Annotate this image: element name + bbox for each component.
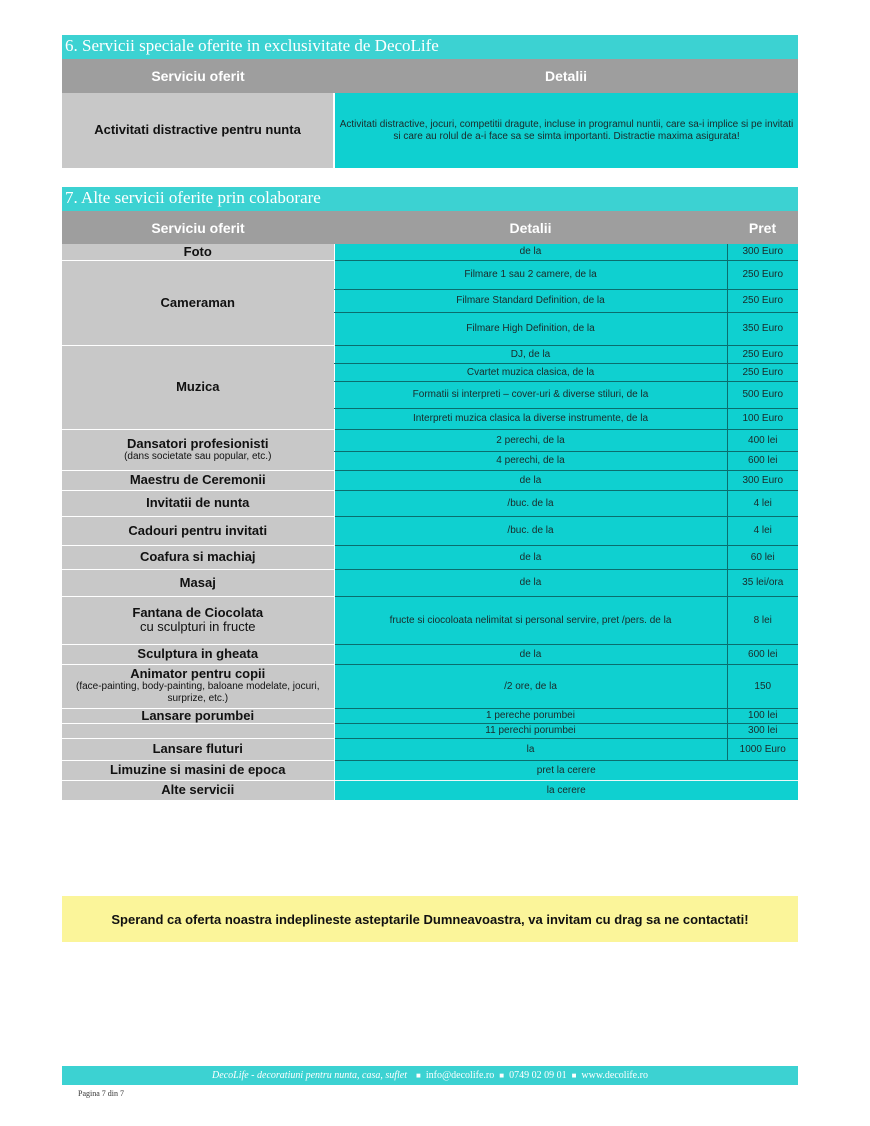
footer-bar <box>62 1066 798 1085</box>
service-name: Activitati distractive pentru nunta <box>62 93 334 168</box>
table-row <box>62 596 798 644</box>
page-number: Pagina 7 din 7 <box>78 1089 124 1098</box>
service-details: Activitati distractive, jocuri, competitii dragute, incluse in programul nuntii, care sa-i implice si pe invitati si care au rolul de a-i face sa se simta importanti. Distractie maxima asigurata! <box>334 93 798 168</box>
table-row <box>62 664 798 708</box>
table-row <box>62 260 798 289</box>
service-name: Limuzine si masini de epoca <box>62 760 334 780</box>
table-row <box>62 569 798 596</box>
service-subtitle: cu sculpturi in fructe <box>139 619 256 634</box>
service-details: DJ, de la <box>334 345 727 363</box>
service-price: 100 lei <box>727 708 798 723</box>
service-price: 300 lei <box>727 723 798 738</box>
service-price: 35 lei/ora <box>727 569 798 596</box>
service-details: de la <box>334 470 727 490</box>
service-title: Dansatori profesionisti <box>126 435 269 451</box>
header-details: Detalii <box>544 68 587 84</box>
section7-title: 7. Alte servicii oferite prin colaborare <box>62 187 798 211</box>
service-details: 1 pereche porumbei <box>334 708 727 723</box>
service-price: 350 Euro <box>727 312 798 345</box>
service-name: Cadouri pentru invitati <box>62 516 334 545</box>
section6-title: 6. Servicii speciale oferite in exclusivitate de DecoLife <box>62 35 798 59</box>
header-details: Detalii <box>509 219 552 236</box>
contact-message: Sperand ca oferta noastra indeplineste asteptarile Dumneavoastra, va invitam cu drag sa ne contactati! <box>62 896 798 942</box>
service-name: Masaj <box>62 569 334 596</box>
service-details: Cvartet muzica clasica, de la <box>334 363 727 381</box>
service-details: /buc. de la <box>334 490 727 516</box>
service-price: 300 Euro <box>727 470 798 490</box>
service-name: Alte servicii <box>62 780 334 800</box>
service-details: de la <box>334 569 727 596</box>
table-row <box>62 708 798 723</box>
service-name: Foto <box>62 244 334 260</box>
service-price: 500 Euro <box>727 381 798 408</box>
section6-header <box>62 59 798 93</box>
service-title: Fantana de Ciocolata <box>132 605 264 620</box>
footer-phone: 0749 02 09 01 <box>509 1070 567 1081</box>
table-row <box>62 780 798 800</box>
table-row <box>62 244 798 260</box>
footer-slogan: DecoLife - decoratiuni pentru nunta, casa, suflet <box>212 1070 408 1081</box>
service-details: pret la cerere <box>334 760 798 780</box>
service-name: Lansare fluturi <box>62 738 334 760</box>
service-name <box>62 596 334 644</box>
service-price: 60 lei <box>727 545 798 569</box>
bullet-icon: ■ <box>571 1071 577 1080</box>
table-row <box>62 345 798 363</box>
service-details: Filmare 1 sau 2 camere, de la <box>334 260 727 289</box>
section7-header <box>62 211 798 244</box>
service-name-blank <box>62 723 334 738</box>
service-name: Muzica <box>62 345 334 429</box>
service-price: 250 Euro <box>727 289 798 312</box>
service-details: Formatii si interpreti – cover-uri & diverse stiluri, de la <box>334 381 727 408</box>
service-name: Maestru de Ceremonii <box>62 470 334 490</box>
service-details: 11 perechi porumbei <box>334 723 727 738</box>
service-price: 300 Euro <box>727 244 798 260</box>
service-details: de la <box>334 644 727 664</box>
service-details: Interpreti muzica clasica la diverse instrumente, de la <box>334 408 727 429</box>
service-price: 100 Euro <box>727 408 798 429</box>
section7-table <box>62 244 798 800</box>
service-subtitle: (dans societate sau popular, etc.) <box>124 450 272 462</box>
service-details: /buc. de la <box>334 516 727 545</box>
service-price: 250 Euro <box>727 260 798 289</box>
service-details: de la <box>334 244 727 260</box>
service-price: 4 lei <box>727 490 798 516</box>
bullet-icon: ■ <box>499 1071 505 1080</box>
service-details: /2 ore, de la <box>334 664 727 708</box>
service-price: 150 <box>727 664 798 708</box>
service-price: 250 Euro <box>727 345 798 363</box>
header-price: Pret <box>748 219 777 236</box>
service-name <box>62 664 334 708</box>
footer-website[interactable]: www.decolife.ro <box>581 1070 648 1081</box>
service-price: 1000 Euro <box>727 738 798 760</box>
service-details: fructe si ciocoloata nelimitat si personal servire, pret /pers. de la <box>334 596 727 644</box>
service-price: 250 Euro <box>727 363 798 381</box>
service-name: Cameraman <box>62 260 334 345</box>
service-name: Sculptura in gheata <box>62 644 334 664</box>
header-service: Serviciu oferit <box>151 219 245 236</box>
service-name <box>62 429 334 470</box>
service-price: 400 lei <box>727 429 798 451</box>
service-name: Lansare porumbei <box>62 708 334 723</box>
table-row <box>62 644 798 664</box>
service-details: de la <box>334 545 727 569</box>
service-price: 600 lei <box>727 451 798 470</box>
service-name: Invitatii de nunta <box>62 490 334 516</box>
service-subtitle: (face-painting, body-painting, baloane modelate, jocuri, surprize, etc.) <box>76 681 320 704</box>
service-details: 2 perechi, de la <box>334 429 727 451</box>
table-row <box>62 470 798 490</box>
service-price: 600 lei <box>727 644 798 664</box>
table-row <box>62 723 798 738</box>
service-details: 4 perechi, de la <box>334 451 727 470</box>
service-price: 8 lei <box>727 596 798 644</box>
service-details: Filmare Standard Definition, de la <box>334 289 727 312</box>
table-row <box>62 516 798 545</box>
service-name: Coafura si machiaj <box>62 545 334 569</box>
bullet-icon: ■ <box>416 1071 421 1080</box>
service-title: Animator pentru copii <box>130 666 266 681</box>
service-details: la <box>334 738 727 760</box>
table-row <box>62 429 798 451</box>
section6-table <box>62 93 798 169</box>
header-service: Serviciu oferit <box>151 68 245 84</box>
table-row <box>62 490 798 516</box>
table-row <box>62 93 798 168</box>
service-price: 4 lei <box>727 516 798 545</box>
service-details: la cerere <box>334 780 798 800</box>
footer-email[interactable]: info@decolife.ro <box>425 1070 495 1081</box>
table-row <box>62 545 798 569</box>
table-row <box>62 738 798 760</box>
service-details: Filmare High Definition, de la <box>334 312 727 345</box>
table-row <box>62 760 798 780</box>
